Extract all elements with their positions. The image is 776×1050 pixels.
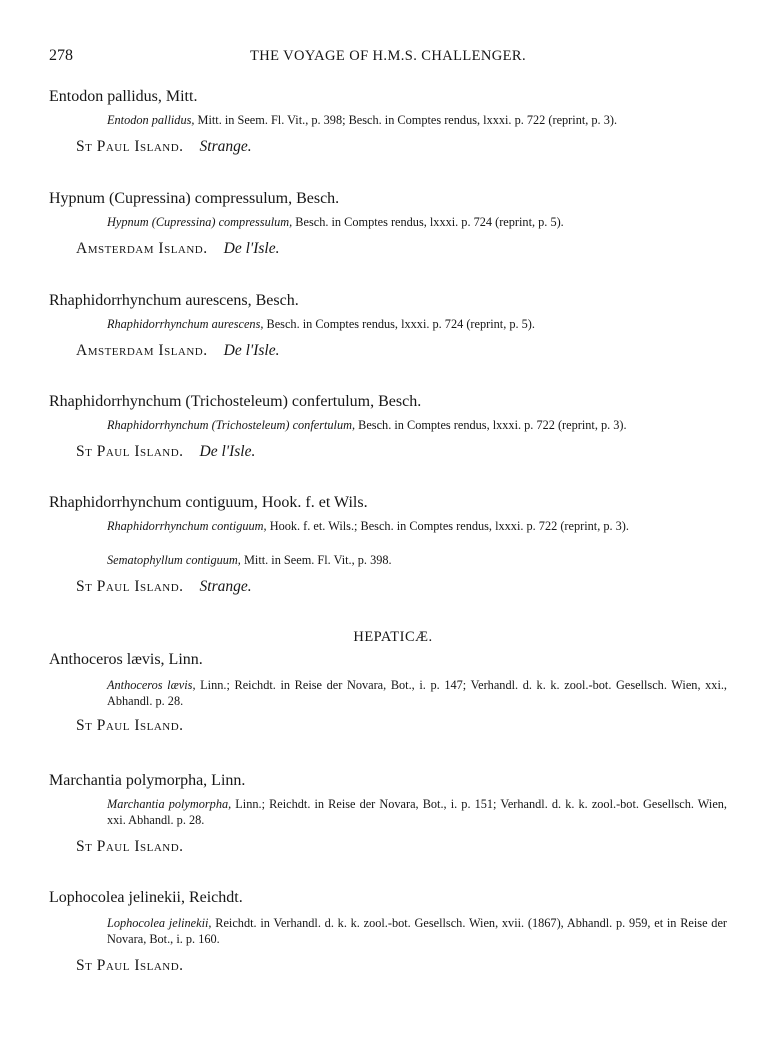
locality: St Paul Island. — [76, 717, 184, 734]
locality-line — [76, 342, 279, 360]
locality: Amsterdam Island. — [76, 342, 208, 359]
reference-synonym: Rhaphidorrhynchum aurescens, — [107, 317, 264, 331]
reference-line — [107, 552, 727, 568]
reference-line — [107, 417, 727, 433]
locality-line — [76, 717, 184, 735]
species-name: Rhaphidorrhynchum aurescens, Besch. — [49, 292, 299, 309]
locality: St Paul Island. — [76, 578, 184, 595]
reference-citation: Besch. in Comptes rendus, lxxxi. p. 724 (reprint, p. 5). — [292, 215, 564, 229]
collector: Strange. — [199, 138, 252, 155]
reference-synonym: Rhaphidorrhynchum (Trichosteleum) confertulum, — [107, 418, 356, 432]
reference-line — [107, 214, 727, 230]
reference-line — [107, 316, 727, 332]
locality: Amsterdam Island. — [76, 240, 208, 257]
reference-citation: Hook. f. et. Wils.; Besch. in Comptes rendus, lxxxi. p. 722 (reprint, p. 3). — [266, 519, 629, 533]
locality: St Paul Island. — [76, 957, 184, 974]
reference-citation: Besch. in Comptes rendus, lxxxi. p. 724 (reprint, p. 5). — [263, 317, 535, 331]
reference-synonym: Marchantia polymorpha, — [107, 797, 232, 811]
collector: Strange. — [199, 578, 252, 595]
locality-line — [76, 957, 184, 975]
reference-citation: Reichdt. in Verhandl. d. k. k. zool.-bot. Gesellsch. Wien, xvii. (1867), Abhandl. p. 959, et in Reise der Novara, Bot., i. p. 160. — [107, 916, 727, 946]
locality-line — [76, 138, 252, 156]
species-name: Entodon pallidus, Mitt. — [49, 88, 198, 105]
reference-synonym: Rhaphidorrhynchum contiguum, — [107, 519, 267, 533]
species-name: Lophocolea jelinekii, Reichdt. — [49, 889, 243, 906]
locality: St Paul Island. — [76, 138, 184, 155]
species-name: Hypnum (Cupressina) compressulum, Besch. — [49, 190, 340, 207]
locality: St Paul Island. — [76, 443, 184, 460]
reference-synonym: Entodon pallidus, — [107, 113, 195, 127]
reference-citation: Mitt. in Seem. Fl. Vit., p. 398. — [240, 553, 392, 567]
species-name: Rhaphidorrhynchum (Trichosteleum) confertulum, Besch. — [49, 393, 422, 410]
locality-line — [76, 443, 255, 461]
reference-citation: Linn.; Reichdt. in Reise der Novara, Bot., i. p. 147; Verhandl. d. k. k. zool.-bot. Gesellsch. Wien, xxi., Abhandl. p. 28. — [107, 678, 728, 708]
species-name: Anthoceros lævis, Linn. — [49, 651, 203, 668]
running-title: THE VOYAGE OF H.M.S. CHALLENGER. — [250, 48, 526, 64]
reference-citation: Linn.; Reichdt. in Reise der Novara, Bot., i. p. 151; Verhandl. d. k. k. zool.-bot. Gesellsch. Wien, xxi. Abhandl. p. 28. — [107, 797, 727, 827]
reference-synonym: Anthoceros lævis, — [107, 678, 196, 692]
page-number: 278 — [49, 47, 73, 64]
reference-citation: Mitt. in Seem. Fl. Vit., p. 398; Besch. in Comptes rendus, lxxxi. p. 722 (reprint, p. 3). — [194, 113, 618, 127]
reference-line — [107, 915, 727, 947]
collector: De l'Isle. — [199, 443, 256, 460]
reference-line — [107, 518, 727, 534]
section-heading: HEPATICÆ. — [353, 629, 433, 645]
locality-line — [76, 578, 252, 596]
reference-line — [107, 796, 727, 828]
species-name: Rhaphidorrhynchum contiguum, Hook. f. et Wils. — [49, 494, 368, 511]
reference-line — [107, 112, 727, 128]
reference-citation: Besch. in Comptes rendus, lxxxi. p. 722 (reprint, p. 3). — [355, 418, 627, 432]
locality-line — [76, 838, 184, 856]
locality: St Paul Island. — [76, 838, 184, 855]
species-name: Marchantia polymorpha, Linn. — [49, 772, 246, 789]
reference-synonym: Hypnum (Cupressina) compressulum, — [107, 215, 293, 229]
reference-synonym: Sematophyllum contiguum, — [107, 553, 241, 567]
reference-synonym: Lophocolea jelinekii, — [107, 916, 212, 930]
reference-line — [107, 677, 727, 709]
collector: De l'Isle. — [223, 342, 280, 359]
collector: De l'Isle. — [223, 240, 280, 257]
locality-line — [76, 240, 279, 258]
